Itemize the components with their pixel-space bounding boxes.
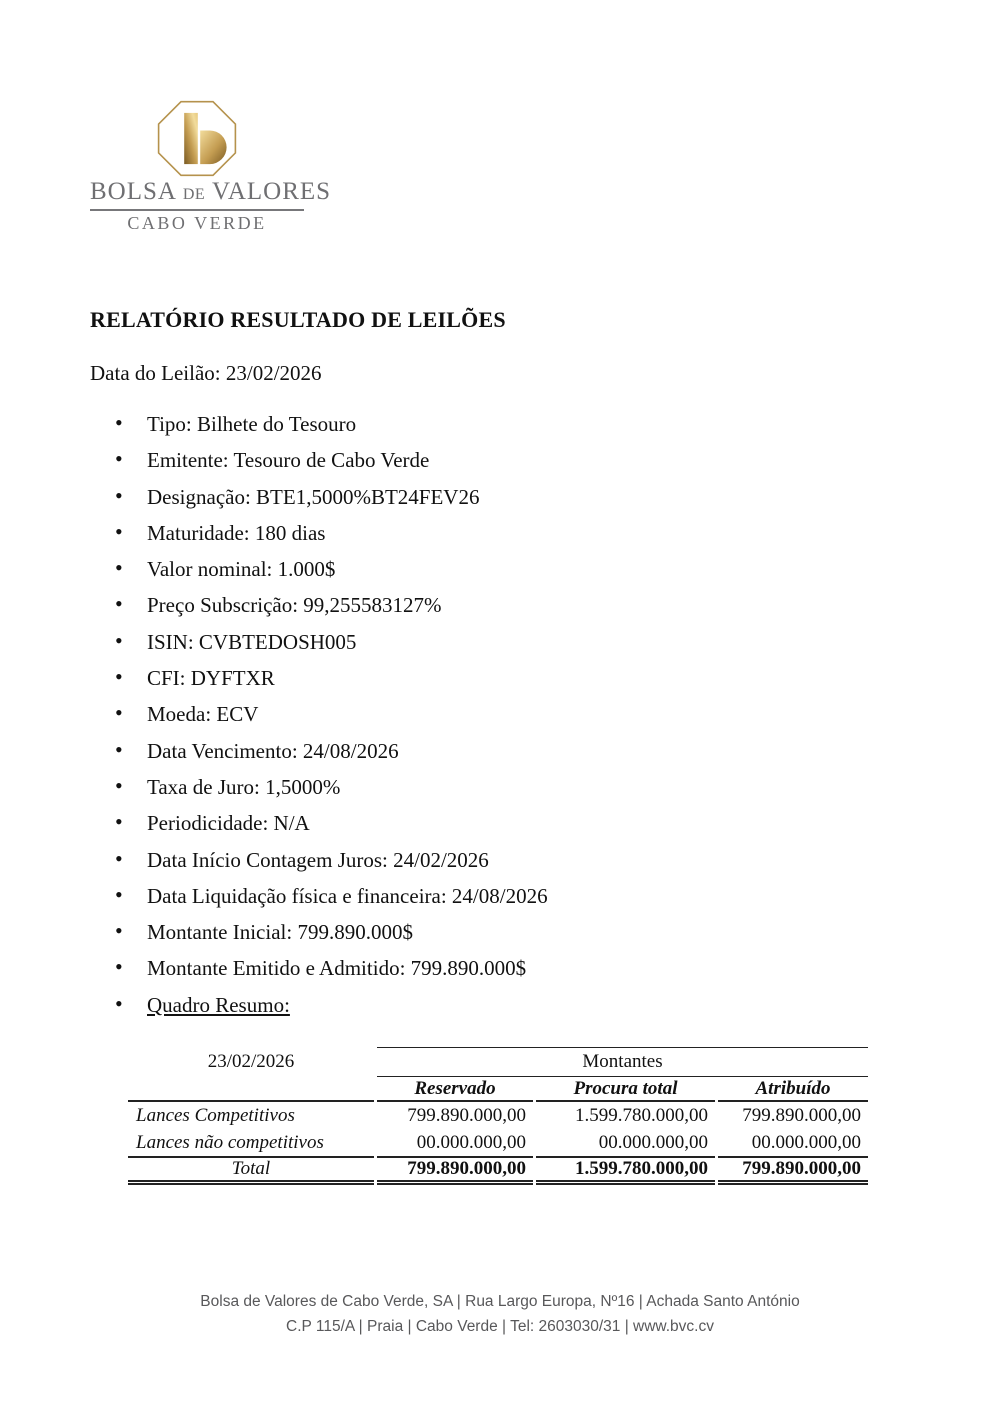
detail-item: • Data Início Contagem Juros: 24/02/2026 bbox=[90, 848, 920, 872]
column-header-reservado: Reservado bbox=[377, 1077, 533, 1102]
page-footer bbox=[0, 1289, 1000, 1339]
summary-table bbox=[125, 1047, 871, 1185]
logo-word-de: DE bbox=[182, 186, 206, 203]
column-header-procura-total: Procura total bbox=[536, 1077, 715, 1102]
row-value: 799.890.000,00 bbox=[742, 1105, 861, 1126]
detail-item: • Tipo: Bilhete do Tesouro bbox=[90, 412, 920, 436]
logo-subtitle: CABO VERDE bbox=[127, 213, 267, 233]
detail-item: • Moeda: ECV bbox=[90, 702, 920, 726]
detail-item: • Data Vencimento: 24/08/2026 bbox=[90, 739, 920, 763]
detail-item: • Montante Emitido e Admitido: 799.890.000$ bbox=[90, 956, 920, 980]
row-value: 00.000.000,00 bbox=[377, 1130, 533, 1158]
row-value: 00.000.000,00 bbox=[718, 1130, 868, 1158]
footer-contact-line: C.P 115/A | Praia | Cabo Verde | Tel: 2603030/31 | www.bvc.cv bbox=[286, 1318, 714, 1335]
detail-item: • Emitente: Tesouro de Cabo Verde bbox=[90, 448, 920, 472]
bvc-logo bbox=[90, 100, 332, 234]
detail-item: • Periodicidade: N/A bbox=[90, 811, 920, 835]
table-column-header-row bbox=[128, 1077, 868, 1102]
logo-wordmark bbox=[90, 178, 332, 206]
row-value: 00.000.000,00 bbox=[536, 1130, 715, 1158]
detail-item: • ISIN: CVBTEDOSH005 bbox=[90, 630, 920, 654]
row-label: Lances Competitivos bbox=[136, 1105, 295, 1126]
total-atribuido: 799.890.000,00 bbox=[718, 1158, 868, 1185]
details-list bbox=[90, 412, 920, 1017]
detail-item-quadro-resumo: • Quadro Resumo: bbox=[90, 993, 920, 1017]
table-date-header: 23/02/2026 bbox=[207, 1051, 295, 1072]
page-title: RELATÓRIO RESULTADO DE LEILÕES bbox=[90, 307, 506, 332]
row-value: 1.599.780.000,00 bbox=[575, 1105, 708, 1126]
table-row bbox=[128, 1130, 868, 1158]
detail-item: • Preço Subscrição: 99,255583127% bbox=[90, 593, 920, 617]
row-value: 799.890.000,00 bbox=[407, 1105, 526, 1126]
column-header-atribuido: Atribuído bbox=[718, 1077, 868, 1102]
logo-divider bbox=[90, 209, 304, 211]
table-group-header: Montantes bbox=[377, 1047, 868, 1077]
total-label: Total bbox=[128, 1158, 374, 1185]
table-row bbox=[128, 1102, 868, 1130]
auction-date-line: Data do Leilão: 23/02/2026 bbox=[90, 361, 322, 385]
detail-item: • Montante Inicial: 799.890.000$ bbox=[90, 920, 920, 944]
detail-item: • Taxa de Juro: 1,5000% bbox=[90, 775, 920, 799]
table-header-spacer bbox=[128, 1077, 374, 1102]
detail-item: • Data Liquidação física e financeira: 24/08/2026 bbox=[90, 884, 920, 908]
detail-item: • Valor nominal: 1.000$ bbox=[90, 557, 920, 581]
detail-item: • CFI: DYFTXR bbox=[90, 666, 920, 690]
table-group-header-row bbox=[128, 1047, 868, 1077]
detail-item: • Designação: BTE1,5000%BT24FEV26 bbox=[90, 485, 920, 509]
table-total-row bbox=[128, 1158, 868, 1185]
report-body bbox=[90, 308, 920, 1029]
logo-word-valores: VALORES bbox=[211, 178, 332, 205]
bvc-gold-b-octagon-icon bbox=[157, 100, 237, 177]
row-label: Lances não competitivos bbox=[128, 1130, 374, 1158]
footer-address-line: Bolsa de Valores de Cabo Verde, SA | Rua Largo Europa, Nº16 | Achada Santo António bbox=[200, 1293, 800, 1310]
total-procura: 1.599.780.000,00 bbox=[536, 1158, 715, 1185]
total-reservado: 799.890.000,00 bbox=[377, 1158, 533, 1185]
detail-item: • Maturidade: 180 dias bbox=[90, 521, 920, 545]
logo-word-bolsa: BOLSA bbox=[90, 178, 176, 205]
